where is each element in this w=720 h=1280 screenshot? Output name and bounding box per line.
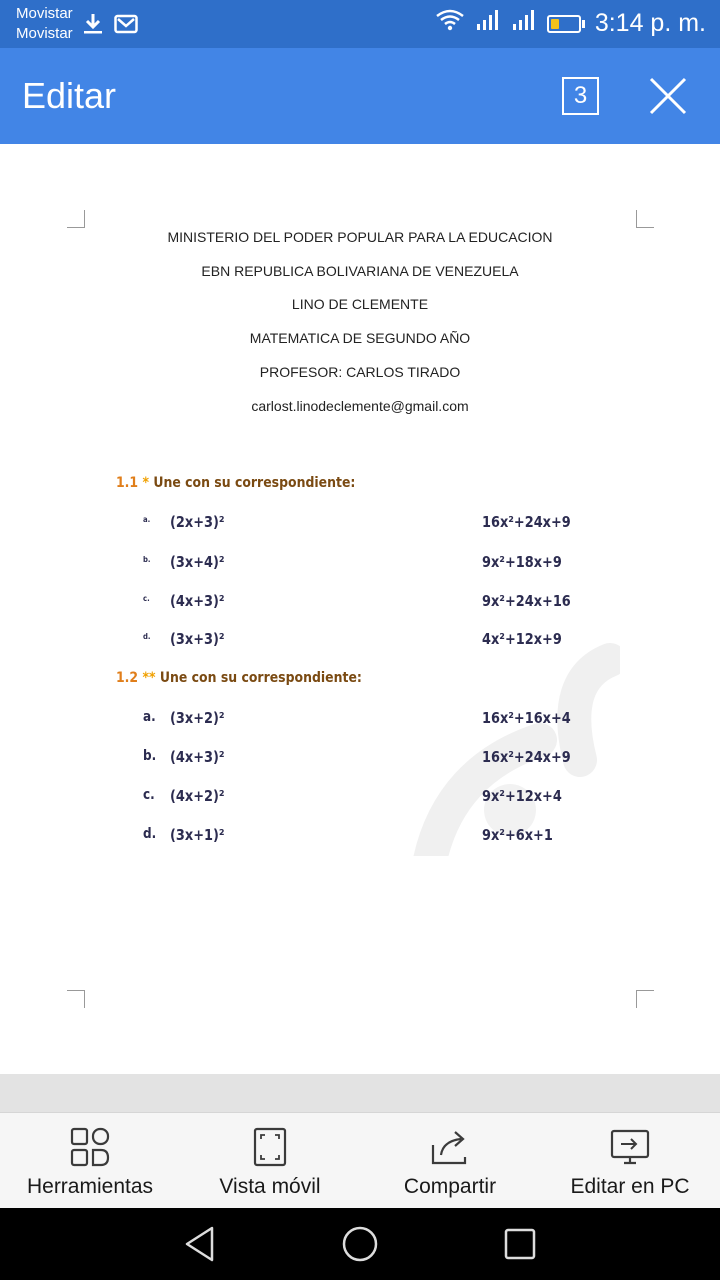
exercise-letter: b. [143, 555, 151, 564]
crop-mark-bottom-left [67, 990, 85, 1008]
exercise-row [0, 592, 720, 616]
exercise-letter: a. [143, 709, 156, 725]
exercise-binomial: (3x+2)² [170, 709, 225, 727]
section-title-1-1 [116, 475, 355, 491]
notification-icons [82, 12, 138, 41]
share-button[interactable] [360, 1113, 540, 1209]
section-instruction: Une con su correspondiente: [153, 475, 356, 491]
clock: 3:14 p. m. [594, 9, 706, 37]
section-number: 1.2 [116, 670, 139, 686]
edit-on-pc-label: Editar en PC [570, 1175, 690, 1198]
carrier-info [16, 4, 73, 44]
mobile-view-icon [253, 1127, 287, 1167]
exercise-letter: c. [143, 787, 155, 803]
tools-label: Herramientas [26, 1175, 154, 1198]
exercise-row [0, 826, 720, 850]
exercise-letter: d. [143, 632, 151, 641]
header-line-school: EBN REPUBLICA BOLIVARIANA DE VENEZUELA [201, 263, 519, 279]
exercise-binomial: (4x+3)² [170, 748, 225, 766]
edit-on-pc-button[interactable] [540, 1113, 720, 1209]
exercise-letter: b. [143, 748, 157, 764]
exercise-letter: d. [143, 826, 157, 842]
exercise-row [0, 630, 720, 654]
home-button[interactable] [340, 1224, 380, 1264]
exercise-binomial: (4x+2)² [170, 787, 225, 805]
header-line-ministry: MINISTERIO DEL PODER POPULAR PARA LA EDUCACION [167, 229, 553, 245]
recents-button[interactable] [502, 1224, 542, 1264]
battery-level [551, 19, 559, 29]
carrier-name-1: Movistar [16, 5, 73, 22]
status-bar [0, 0, 720, 48]
crop-mark-top-right [636, 210, 654, 228]
share-label: Compartir [403, 1175, 497, 1198]
crop-mark-bottom-right [636, 990, 654, 1008]
home-icon [340, 1224, 380, 1264]
exercise-trinomial: 9x²+18x+9 [482, 553, 562, 571]
mail-icon [114, 14, 138, 39]
exercise-trinomial: 9x²+12x+4 [482, 787, 562, 805]
header-line-institution: LINO DE CLEMENTE [291, 296, 429, 312]
battery-icon [547, 15, 585, 33]
exercise-binomial: (3x+4)² [170, 553, 225, 571]
exercise-row [0, 748, 720, 772]
exercise-letter: a. [143, 515, 151, 524]
exercise-letter: c. [143, 594, 150, 603]
close-button[interactable] [648, 76, 688, 116]
page-count-button[interactable]: 3 [562, 77, 599, 115]
exercise-trinomial: 9x²+6x+1 [482, 826, 553, 844]
share-icon [429, 1127, 471, 1167]
exercise-trinomial: 4x²+12x+9 [482, 630, 562, 648]
exercise-trinomial: 9x²+24x+16 [482, 592, 571, 610]
section-number: 1.1 [116, 475, 139, 491]
app-bar [0, 48, 720, 144]
back-icon [182, 1224, 218, 1264]
exercise-row [0, 513, 720, 537]
difficulty-stars: * [142, 475, 149, 491]
exercise-binomial: (3x+1)² [170, 826, 225, 844]
tools-grid-icon [70, 1127, 110, 1167]
difficulty-stars: ** [142, 670, 156, 686]
watermark-image [390, 620, 620, 856]
back-button[interactable] [182, 1224, 222, 1264]
exercise-binomial: (4x+3)² [170, 592, 225, 610]
header-line-teacher: PROFESOR: CARLOS TIRADO [259, 364, 461, 380]
exercise-binomial: (3x+3)² [170, 630, 225, 648]
signal-icon [475, 8, 501, 39]
edit-on-pc-icon [610, 1127, 650, 1167]
crop-mark-top-left [67, 210, 85, 228]
exercise-binomial: (2x+3)² [170, 513, 225, 531]
exercise-trinomial: 16x²+24x+9 [482, 748, 571, 766]
carrier-name-2: Movistar [16, 25, 73, 42]
download-icon [82, 12, 104, 41]
mobile-view-label: Vista móvil [219, 1175, 321, 1198]
header-line-email: carlost.linodeclemente@gmail.com [251, 398, 469, 414]
exercise-row [0, 709, 720, 733]
system-status [435, 8, 706, 39]
header-line-subject: MATEMATICA DE SEGUNDO AÑO [249, 330, 471, 346]
mobile-view-button[interactable] [180, 1113, 360, 1209]
app-title: Editar [22, 75, 117, 116]
section-instruction: Une con su correspondiente: [159, 670, 362, 686]
signal-icon-2 [511, 8, 537, 39]
section-title-1-2 [116, 670, 362, 686]
close-icon [648, 76, 688, 116]
exercise-trinomial: 16x²+24x+9 [482, 513, 571, 531]
document-page[interactable] [0, 144, 720, 1074]
exercise-row [0, 553, 720, 577]
bottom-toolbar [0, 1112, 720, 1208]
wifi-icon [435, 8, 465, 39]
recents-icon [502, 1224, 538, 1264]
system-nav-bar [0, 1208, 720, 1280]
exercise-row [0, 787, 720, 811]
tools-button[interactable] [0, 1113, 180, 1209]
exercise-trinomial: 16x²+16x+4 [482, 709, 571, 727]
